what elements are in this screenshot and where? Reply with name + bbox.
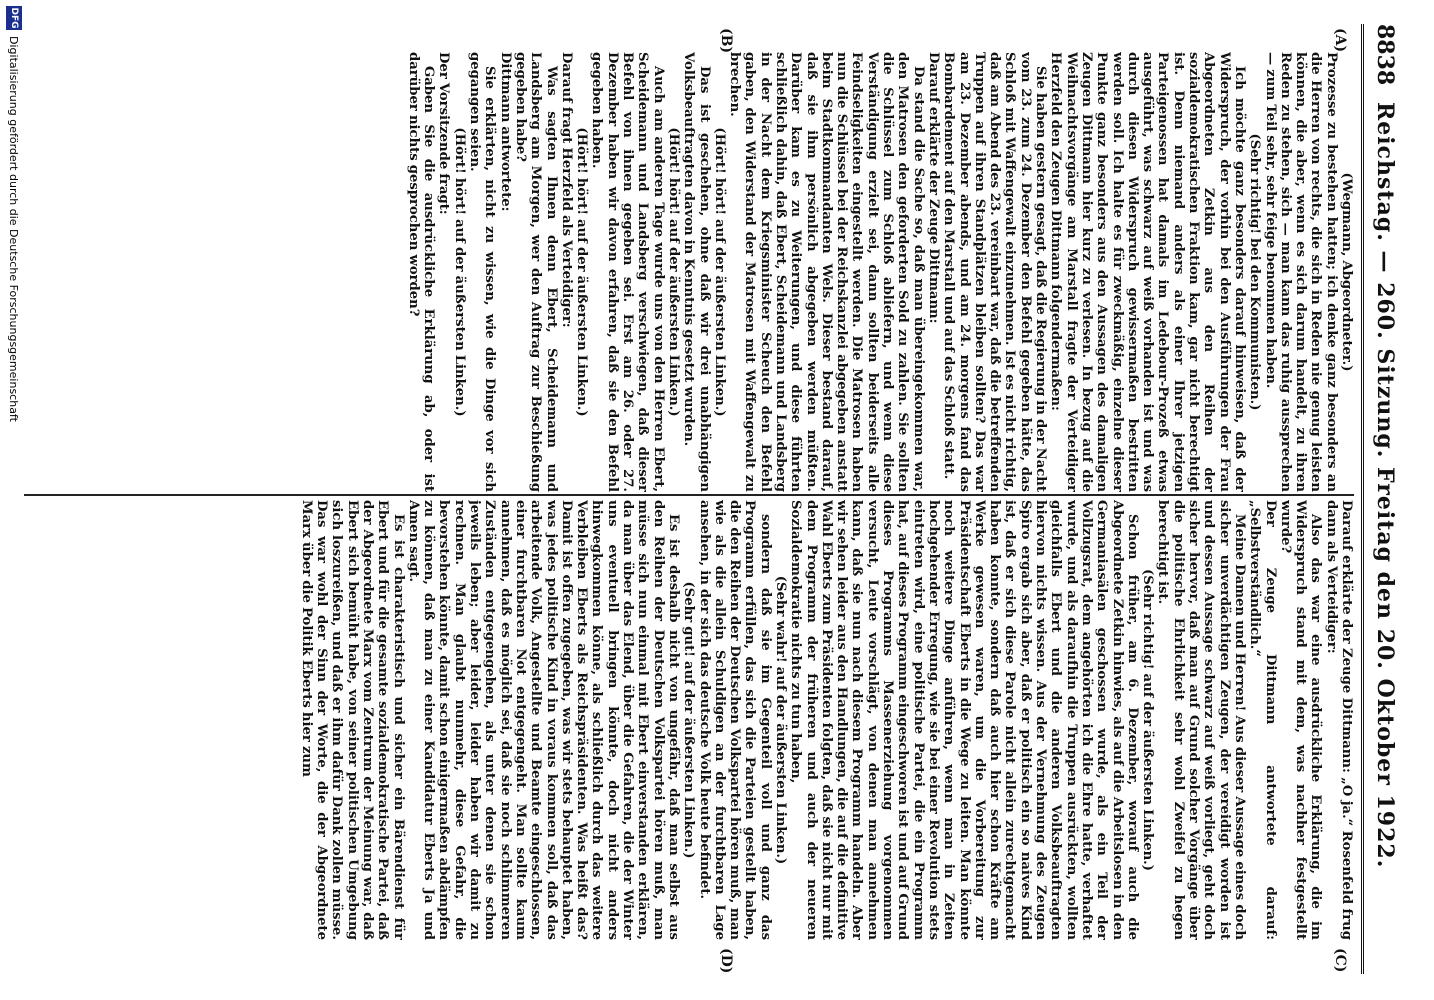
interjection: (Hört! hört! auf der äußersten Linken.) <box>711 127 727 417</box>
paragraph: Schon früher, am 6. Dezember, worauf auch die Abgeordnete Zetkin hinwies, als auf die Arbeitslosen in den Germaniasälen geschossen wurde, als ein Teil der Vollzugsrat, dem angehörten ich die Ehre hatte, verhaftet wurde, und als daraufhin die Truppen ausrückten, wollten gleichfalls Ebert und die anderen Volksbeauftragten hiervon nichts wissen. Aus der Vernehmung des Zeugen Spiro ergab sich aber, daß er politisch ein so naives Kind ist, daß er sich diese Parole nicht allein zurechtgemacht haben konnte, sondern daß auch hier schon Kräfte am Werke gewesen waren, um die Vorbereitung zur Präsidentschaft Eberts in die Wege zu leiten. Man könnte noch weitere Dinge anführen, wenn man in Zeiten hochgehender Erregung, wie sie bei einer Revolution stets eintreten wird, eine politische Partei, die ein Programm hat, auf dieses Programm eingeschworen ist und auf Grund dieses Programms Massenerziehung vorgenommen versucht, Leute vorschlägt, von denen man annehmen kann, daß sie nun nach diesem Programm handeln. Aber wir sehen leider aus den Handlungen, die auf die definitive Wahl Eberts zum Präsidenten folgten, daß sie nicht nur mit dem Programm der früheren und auch der neueren Sozialdemokratie nichts zu tun haben, <box>788 500 1140 940</box>
margin-marker-a: (A) <box>1332 28 1348 53</box>
paragraph: Da stand die Sache so, daß man übereingekommen war, den Matrosen den geforderten Sold zu zahlen. Sie sollten die Schlüssel zum Schloß abliefern, und wenn diese Verständigung erzielt sei, dann sollten beiderseits alle Feindseligkeiten eingestellt werden. Die Matrosen haben nun die Schlüssel bei der Reichskanzlei abgegeben anstatt beim Stadtkommandanten Wels. Dieser bestand darauf, daß sie ihm persönlich abgegeben werden müßten. Darüber kam es zu Weiterungen, und diese führten schließlich dahin, daß Ebert, Scheidemann und Landsberg in der Nacht dem Kriegsminister Scheuch den Befehl gaben, den Widerstand der Matrosen mit Waffengewalt zu brechen. <box>727 52 926 492</box>
digitization-credit: Digitalisierung gefördert durch die Deutsche Forschungsgemeinschaft <box>7 36 20 422</box>
paragraph: Gaben Sie die ausdrückliche Erklärung ab, oder ist darüber nichts gesprochen worden? <box>405 52 437 492</box>
interjection: (Hört! hört! auf der äußersten Linken.) <box>665 127 681 417</box>
paragraph: Sie erklärten, nicht zu wissen, wie die Dinge vor sich gegangen seien. <box>467 52 498 492</box>
paragraph: Also das war eine ausdrückliche Erklärung, die im Widerspruch stand mit dem, was nachher festgestellt wurde? <box>1277 500 1324 940</box>
interjection: (Sehr wahr! auf der äußersten Linken.) <box>773 575 789 865</box>
paragraph: Dittmann antwortete: <box>497 52 513 212</box>
paragraph: Es ist deshalb nicht von ungefähr, daß man selbst aus den Reihen der Deutschen Volkspartei hören muß, man müsse sich nun einmal mit Ebert einverstanden erklären, da man über das Elend, über die Gefahren, die der Winter uns eventuell bringen könnte, doch nicht anders hinwegkommen könne, als schließlich durch das weitere Verbleiben Eberts als Reichspräsidenten. Was heißt das? Damit ist offen zugegeben, was wir stets behauptet haben, was jedes politische Kind in voraus kommen soll, daß das arbeitende Volk, Angestellte und Beamte eingeschlossen, einer furchtbaren Not entgegengeht. Man sollte kaum annehmen, daß es möglich sei, daß sie noch schlimmeren Zuständen entgegengehen, als unter denen sie schon jeweils leben; aber leider, leider haben wir damit zu rechnen. Man glaubt nunmehr, diese Gefahr, die bevorstehen könnte, damit schon einigermaßen abdämpfen zu können, daß man zu einer Kandidatur Eberts Ja und Amen sagt. <box>405 500 681 940</box>
dfg-logo: DFG <box>6 6 22 30</box>
paragraph: Prozesse zu bestehen hatten; ich denke ganz besonders an die Herren von rechts, die sich in Reden nie genug leisten können, die aber, wenn es sich darum handelt, zu ihren Reden zu stehen, sich — man kann das ruhig aussprechen — zum Teil sehr, sehr feige benommen haben. <box>1262 52 1339 492</box>
header-rule <box>1361 24 1364 974</box>
paragraph: Sie haben gestern gesagt, daß die Regierung in der Nacht vom 23. zum 24. Dezember den Befehl gegeben hätte, das Schloß mit Waffengewalt einzunehmen. Ist es nicht richtig, daß am Abend des 23. vereinbart war, daß die betreffenden Truppen auf ihren Standplätzen bleiben sollten? Das war am 23. Dezember abends, und am 24. morgens fand das Bombardement auf den Marstall und auf das Schloß statt. <box>941 52 1049 492</box>
column-divider <box>24 494 1354 496</box>
left-column <box>24 52 1354 492</box>
interjection: (Hört! hört! auf der äußersten Linken.) <box>574 127 590 417</box>
paragraph: Was sagten Ihnen denn Ebert, Scheidemann und Landsberg am Morgen, wer den Auftrag zur Beschießung gegeben habe? <box>512 52 559 492</box>
margin-marker-d: (D) <box>718 948 734 974</box>
digitization-footer <box>0 0 25 1000</box>
paragraph: Darauf erklärte der Zeuge Dittmann: <box>925 52 941 324</box>
paragraph: Es ist charakteristisch und sicher ein Bärendienst für Ebert und für die gesamte sozialdemokratische Partei, daß der Abgeordnete Marx vom Zentrum der Meinung war, daß Ebert sich bemüht habe, von seiner politischen Umgebung sich loszureißen, und daß er ihm dafür Dank zollen müsse. Das war wohl der Sinn der Worte, die der Abgeordnete Marx über die Politik Eberts hier zum <box>298 500 406 940</box>
paragraph: Darauf erklärte der Zeuge Dittmann: „O ja.“ Rosenfeld frug dann als Verteidiger: <box>1323 500 1354 940</box>
right-column <box>24 500 1354 940</box>
interjection: (Wegmann, Abgeordneter.) <box>1339 172 1354 372</box>
interjection: (Sehr richtig! auf der äußersten Linken.) <box>1140 569 1156 871</box>
page-number: 8838 <box>1372 24 1398 86</box>
paragraph: Ich möchte ganz besonders darauf hinweisen, daß der Widerspruch, der vorhin bei den Ausführungen der Frau Abgeordneten Zetkin aus den Reihen der sozialdemokratischen Fraktion kam, gar nicht berechtigt ist. Denn niemand anders als einer Ihrer jetzigen Parteigenossen hat damals im Ledebour-Prozeß etwas ausgeführt, was schwarz auf weiß vorhanden ist und was durch diesen Widerspruch gewissermaßen bestritten werden soll. Ich halte es für zweckmäßig, einzelne dieser Punkte ganz besonders aus den Aussagen des damaligen Zeugen Dittmann hier kurz zu verlesen. In bezug auf die Weihnachtsvorgänge am Marstall fragte der Verteidiger Herzfeld den Zeugen Dittmann folgendermaßen: <box>1048 52 1247 492</box>
page-header <box>1364 24 1398 974</box>
paragraph: Meine Damen und Herren! Aus dieser Aussage eines doch sicher unverdächtigen Zeugen, der vereidigt worden ist und dessen Aussage schwarz auf weiß vorliegt, geht doch sicher hervor, daß man auf Grund solcher Vorgänge über die politische Ehrlichkeit sehr wohl Zweifel zu hegen berechtigt ist. <box>1155 500 1247 940</box>
paragraph: Auch am anderen Tage wurde uns von den Herren Ebert, Scheidemann und Landsberg verschwiegen, daß dieser Befehl von ihnen gegeben sei. Erst am 26. oder 27. Dezember haben wir davon erfahren, daß sie den Befehl gegeben haben. <box>589 52 666 492</box>
paragraph: Der Vorsitzende fragt: <box>436 52 452 215</box>
margin-marker-c: (C) <box>1332 948 1348 973</box>
margin-marker-b: (B) <box>718 28 734 54</box>
paragraph: Darauf fragt Herzfeld als Verteidiger: <box>558 52 574 328</box>
paragraph: Der Zeuge Dittmann antwortete darauf: „Selbstverständlich.“ <box>1247 500 1278 940</box>
paragraph: Das ist geschehen, ohne daß wir drei unabhängigen Volksbeauftragten davon in Kenntnis gesetzt wurden. <box>681 52 712 492</box>
paragraph: sondern daß sie im Gegenteil voll und ganz das Programm erfüllen, das sich die Parteien gestellt haben, die den Reihen der Deutschen Volkspartei hören muß, man wie als die allein Schuldigen an der furchtbaren Lage ansehen, in der sich das deutsche Volk heute befindet. <box>696 500 773 940</box>
running-title: Reichstag. — 260. Sitzung. Freitag den 20. Oktober 1922. <box>1372 102 1398 869</box>
interjection: (Sehr gut! auf der äußersten Linken.) <box>681 581 697 859</box>
interjection: (Sehr richtig! bei den Kommunisten.) <box>1247 133 1263 411</box>
interjection: (Hört! hört! auf der äußersten Linken.) <box>451 127 467 417</box>
